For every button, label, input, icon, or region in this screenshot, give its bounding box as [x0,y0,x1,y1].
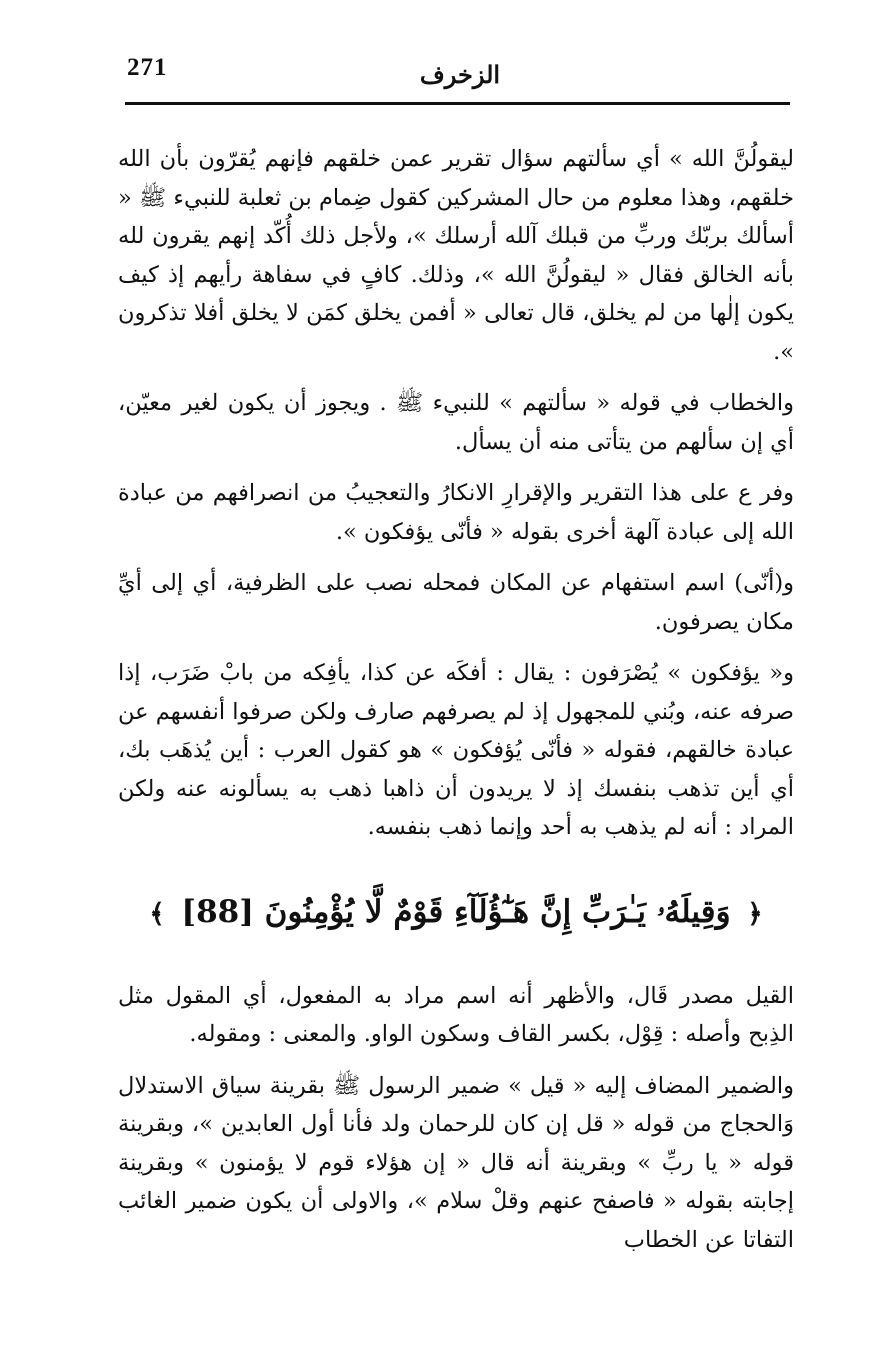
body-text [118,140,794,1272]
verse-number: [88] [181,893,254,930]
paragraph-7: والضمير المضاف إليه « قيل » ضمير الرسول ﷺ بقرينة سياق الاستدلال وَالحجاج من قوله « قل إن كان للرحمان ولد فأنا أول العابدين »، وبقرينة قوله « يا ربِّ » وبقرينة أنه قال « إن هؤلاء قوم لا يؤمنون » وبقرينة إجابته بقوله « فاصفح عنهم وقلْ سلام »، والاولى أن يكون ضمير الغائب التفاتا عن الخطاب [118,1072,794,1253]
verse-close-ornament: ﴾ [149,898,165,929]
verse-text: وَقِيلَهُۥ يَـٰرَبِّ إِنَّ هَـٰٓؤُلَآءِ قَوْمٌ لَّا يُؤْمِنُونَ [264,893,731,930]
quran-verse [118,889,794,937]
paragraph-3: وفر ع على هذا التقرير والإقرارِ الانكارُ والتعجيبُ من انصرافهم من عبادة الله إلى عبادة آلهة أخرى بقوله « فأنّى يؤفكون ». [118,480,794,545]
header-rule [125,102,790,105]
paragraph-2: والخطاب في قوله « سألتهم » للنبيء ﷺ . ويجوز أن يكون لغير معيّن، أي إن سألهم من يتأتى منه أن يسأل. [118,390,794,455]
paragraph-5: و« يؤفكون » يُصْرَفون : يقال : أفكَه عن كذا، يأفِكه من بابْ ضَرَب، إذا صرفه عنه، وبُني للمجهول إذ لم يصرفهم صارف ولكن صرفوا أنفسهم عن عبادة خالقهم، فقوله « فأنّى يُؤفكون » هو كقول العرب : أين يُذهَب بك، أي أين تذهب بنفسك إذ لا يريدون أن ذاهبا ذهب به يسألونه عنه ولكن المراد : أنه لم يذهب به أحد وإنما ذهب بنفسه. [118,660,794,840]
page-number: 271 [127,54,168,81]
running-title: الزخرف [419,60,501,89]
paragraph-4: و(أنّى) اسم استفهام عن المكان فمحله نصب على الظرفية، أي إلى أيِّ مكان يصرفون. [118,570,794,635]
paragraph-1: ليقولُنَّ الله » أي سألتهم سؤال تقرير عمن خلقهم فإنهم يُقرّون بأن الله خلقهم، وهذا معلوم من حال المشركين كقول ضِمام بن ثعلبة للنبيء ﷺ « أسألك بربّك وربِّ من قبلك آلله أرسلك »، ولأجل ذلك أُكّد إنهم يقرون لله بأنه الخالق فقال « ليقولُنَّ الله »، وذلك. كافٍ في سفاهة رأيهم إذ كيف يكون إلٰها من لم يخلق، قال تعالى « أفمن يخلق كمَن لا يخلق أفلا تذكرون ». [118,146,794,365]
paragraph-6: القيل مصدر قَال، والأظهر أنه اسم مراد به المفعول، أي المقول مثل الذِبح وأصله : قِوْل، بكسر القاف وسكون الواو. والمعنى : ومقوله. [118,982,794,1047]
verse-open-ornament: ﴿ [747,898,763,929]
